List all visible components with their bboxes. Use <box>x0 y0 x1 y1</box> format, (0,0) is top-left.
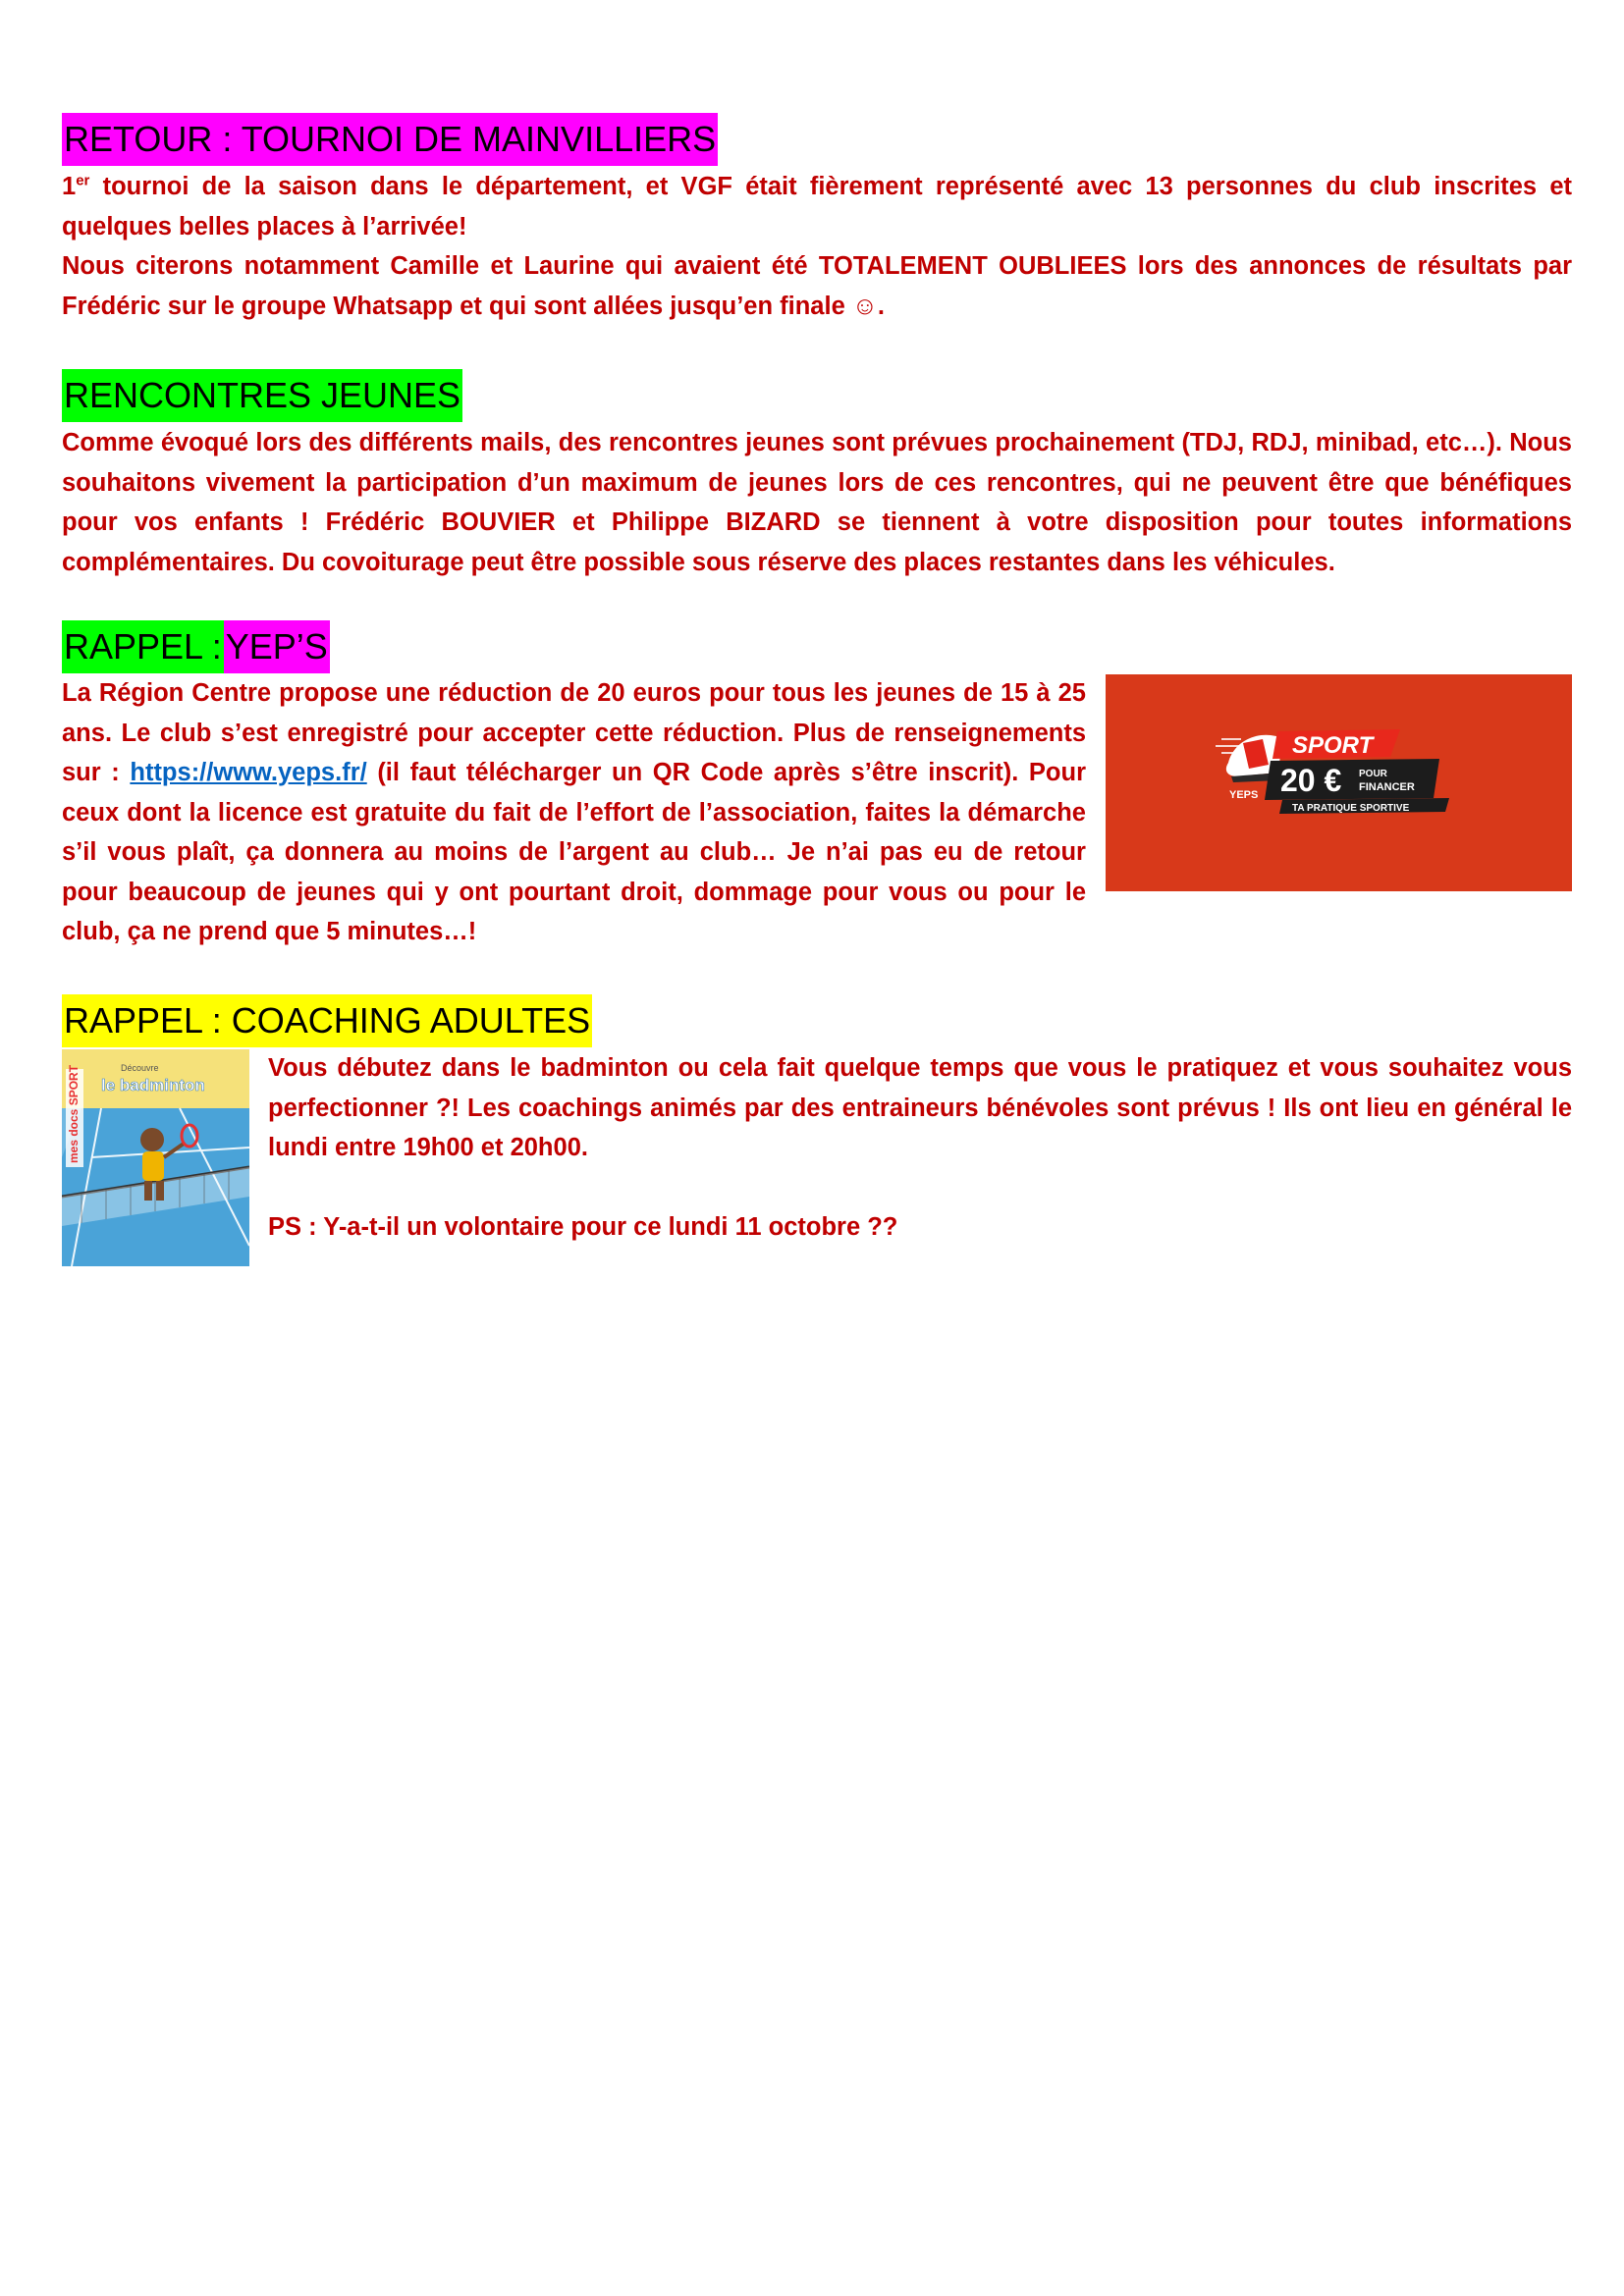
banner-pour-text: POUR <box>1359 769 1387 779</box>
tournoi-ordinal-suffix: er <box>76 172 90 189</box>
yeps-text-before: La Région Centre propose une réduction de 20 euros pour tous les jeunes de 15 à 25 ans. Le club s’est enregistré pour accepter cette réduction. Plus de renseignements sur : <box>62 679 1086 786</box>
tournoi-line1: tournoi de la saison dans le département, et VGF était fièrement représenté avec 13 personnes du club inscrites et quelques belles places à l’arrivée! <box>62 173 1572 240</box>
yeps-sport-banner <box>1106 674 1572 891</box>
heading-coaching-text: RAPPEL : COACHING ADULTES <box>62 994 592 1047</box>
heading-jeunes-text: RENCONTRES JEUNES <box>62 369 462 422</box>
yeps-link[interactable]: https://www.yeps.fr/ <box>130 759 367 786</box>
tournoi-line2: Nous citerons notamment Camille et Laurine qui avaient été TOTALEMENT OUBLIEES lors des annonces de résultats par Frédéric sur le groupe Whatsapp et qui sont allées jusqu’en finale ☺. <box>62 252 1572 320</box>
heading-coaching <box>62 994 592 1047</box>
book-title: le badminton <box>101 1076 205 1095</box>
book-kicker: Découvre <box>121 1063 159 1073</box>
heading-tournoi <box>62 113 718 166</box>
heading-yeps <box>62 620 330 673</box>
yeps-logo: YEPS <box>1229 789 1259 801</box>
heading-jeunes <box>62 369 462 422</box>
coaching-paragraph: Vous débutez dans le badminton ou cela fait quelque temps que vous le pratiquez et vous souhaitez vous perfectionner ?! Les coachings animés par des entraineurs bénévoles sont prévus ! Ils ont lieu en général le lundi entre 19h00 et 20h00. <box>268 1054 1572 1161</box>
heading-tournoi-text: RETOUR : TOURNOI DE MAINVILLIERS <box>62 113 718 166</box>
series-logo <box>66 1064 83 1167</box>
yeps-paragraph <box>62 673 1086 952</box>
banner-financer-text: FINANCER <box>1359 781 1415 793</box>
book-series-text: mes docs SPORT <box>67 1064 81 1163</box>
tournoi-ordinal: 1 <box>62 173 77 200</box>
tournoi-paragraph <box>62 167 1572 326</box>
heading-yeps-part2: YEP’S <box>224 620 330 673</box>
banner-amount-text: 20 € <box>1280 763 1342 798</box>
heading-yeps-part1: RAPPEL : <box>62 620 224 673</box>
banner-tagline-text: TA PRATIQUE SPORTIVE <box>1292 803 1410 814</box>
banner-sport-text: SPORT <box>1292 732 1374 759</box>
badminton-book-cover <box>62 1049 249 1266</box>
coaching-ps: PS : Y-a-t-il un volontaire pour ce lundi 11 octobre ?? <box>268 1213 898 1241</box>
yeps-text-after: (il faut télécharger un QR Code après s’être inscrit). Pour ceux dont la licence est gratuite du fait de l’effort de l’association, faites la démarche s’il vous plaît, ça donnera au moins de l’argent au club… Je n’ai pas eu de retour pour beaucoup de jeunes qui y ont pourtant droit, dommage pour vous ou pour le club, ça ne prend que 5 minutes…! <box>62 759 1087 945</box>
jeunes-paragraph: Comme évoqué lors des différents mails, des rencontres jeunes sont prévues prochainement (TDJ, RDJ, minibad, etc…). Nous souhaitons vivement la participation d’un maximum de jeunes lors de ces rencontres, qui ne peuvent être que bénéfiques pour vos enfants ! Frédéric BOUVIER et Philippe BIZARD se tiennent à votre disposition pour toutes informations complémentaires. Du covoiturage peut être possible sous réserve des places restantes dans les véhicules. <box>62 429 1572 576</box>
